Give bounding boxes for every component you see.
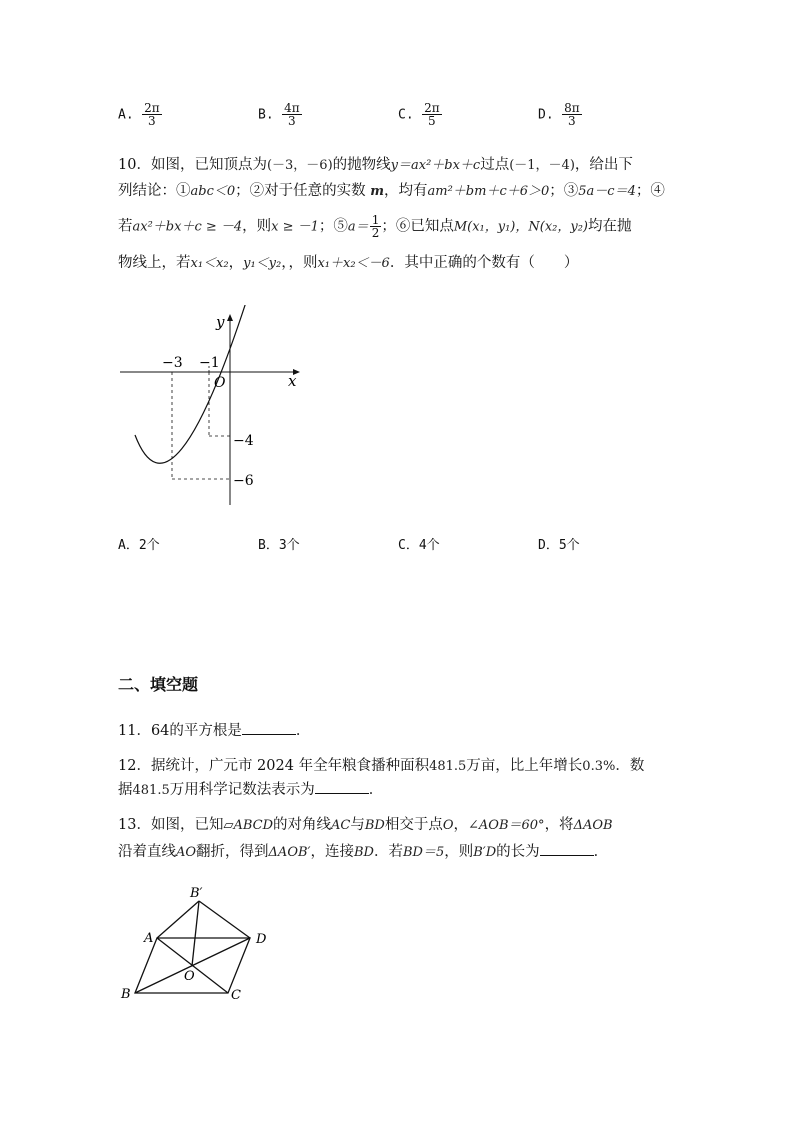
section-title: 二、填空题	[118, 675, 199, 694]
q12-line-2: 据481.5万用科学记数法表示为 ．	[118, 779, 383, 801]
q10-line-2: 列结论：①abc＜0；②对于任意的实数 m，均有am²＋bm＋c＋6＞0；③5a－c＝4；④	[118, 183, 665, 199]
segment-ab-prime	[157, 901, 199, 938]
tick-neg1: −1	[199, 355, 220, 371]
tick-neg3: −3	[162, 355, 183, 371]
q10-option-c: C．4个	[398, 538, 440, 553]
x-axis-label: x	[288, 372, 297, 390]
q10-option-a: A．2个	[118, 538, 160, 553]
parabola-curve	[135, 305, 248, 463]
label-o: O	[184, 969, 195, 984]
label-d: D	[256, 932, 267, 947]
q10-line-1: 10．如图，已知顶点为(－3，－6)的抛物线y＝ax²＋bx＋c过点(－1，－4)，给出下	[118, 157, 633, 173]
q9-option-d: D. $\frac{8\pi}{3}$	[538, 101, 580, 128]
q9-option-a: A. $\frac{2\pi}{3}$	[118, 101, 160, 128]
parabola-graph	[110, 305, 310, 515]
y-axis-label: y	[216, 313, 225, 331]
q9-option-c: C. $\frac{2\pi}{5}$	[398, 101, 440, 128]
q10-line-3: 若ax²＋bx＋c ≥ －4，则x ≥ －1；⑤a＝ $\frac{1}{2}$ ；⑥已知点M(x₁，y₁)，N(x₂，y₂)均在抛	[118, 213, 632, 240]
label-b: B	[121, 987, 131, 1002]
segment-ob-prime	[192, 901, 199, 966]
q13-line-2: 沿着直线AO翻折，得到ΔAOB′，连接BD．若BD＝5，则B′D的长为 ．	[118, 841, 608, 863]
q13-answer-blank[interactable]	[540, 841, 594, 856]
q12-answer-blank[interactable]	[315, 779, 369, 794]
q10-option-b: B．3个	[258, 538, 300, 553]
label-b-prime: B′	[190, 886, 203, 901]
label-c: C	[231, 988, 241, 1003]
y-axis-arrow	[227, 314, 233, 321]
q10-line-4: 物线上，若x₁＜x₂，y₁＜y₂，，则x₁＋x₂＜－6．其中正确的个数有（ ）	[118, 255, 579, 271]
q9-option-b: B. $\frac{4\pi}{3}$	[258, 101, 300, 128]
origin-label: O	[214, 375, 226, 391]
segment-b-prime-d	[199, 901, 250, 938]
q12-line-1: 12．据统计，广元市 2024 年全年粮食播种面积481.5万亩，比上年增长0.3%．数	[118, 758, 645, 774]
q11-answer-blank[interactable]	[242, 720, 296, 735]
tick-neg4: −4	[233, 433, 254, 449]
q10-option-d: D．5个	[538, 538, 580, 553]
tick-neg6: −6	[233, 473, 254, 489]
q13-line-1: 13．如图，已知▱ABCD的对角线AC与BD相交于点O，∠AOB＝60°，将ΔAOB	[118, 817, 613, 833]
q11: 11．64的平方根是 ．	[118, 720, 310, 741]
parallelogram-figure	[110, 880, 290, 1010]
label-a: A	[144, 931, 154, 946]
